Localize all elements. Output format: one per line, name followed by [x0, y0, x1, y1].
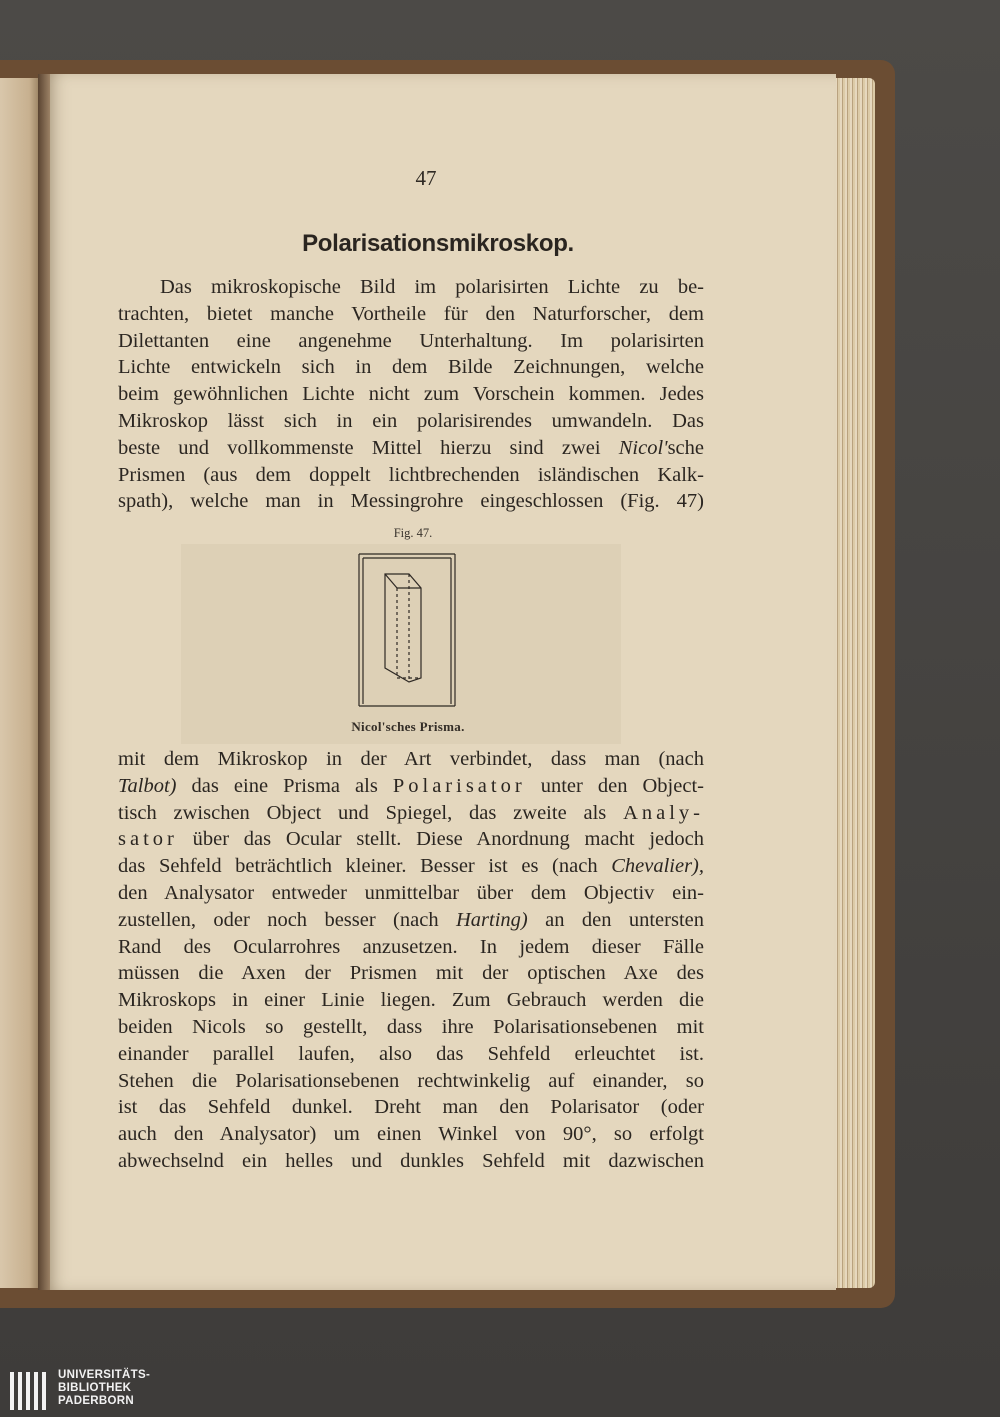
text-line — [118, 800, 704, 827]
text-line — [118, 773, 704, 800]
text-line: beim gewöhnlichen Lichte nicht zum Vorschein kommen. Jedes — [118, 383, 704, 406]
book — [0, 60, 905, 1310]
text-run: über das Ocular stellt. Diese Anordnung macht jedoch — [177, 828, 704, 851]
text-line: Lichte entwickeln sich in dem Bilde Zeichnungen, welche — [118, 356, 704, 379]
text-line: einander parallel laufen, also das Sehfeld erleuchtet ist. — [118, 1042, 704, 1065]
term-analysator: Analy- — [623, 801, 704, 824]
paragraph-1 — [118, 274, 704, 515]
figure-caption: Nicol'sches Prisma. — [351, 719, 465, 734]
text-line: beiden Nicols so gestellt, dass ihre Polarisationsebenen mit — [118, 1015, 704, 1038]
text-run: das eine Prisma als — [176, 774, 393, 797]
text-line: Mikroskops in einer Linie liegen. Zum Gebrauch werden die — [118, 989, 704, 1012]
term-analysator-end: sator — [118, 828, 178, 851]
text-run: tisch zwischen Object und Spiegel, das zweite als — [118, 801, 624, 824]
text-line: auch den Analysator) um einen Winkel von 90°, so erfolgt — [118, 1123, 704, 1146]
name-nicol: Nicol' — [618, 436, 668, 459]
text-line: müssen die Axen der Prismen mit der optischen Axe des — [118, 962, 704, 985]
text-line: Mikroskop lässt sich in ein polarisirendes umwandeln. Das — [118, 409, 704, 432]
text-line: Rand des Ocularrohres anzusetzen. In jedem dieser Fälle — [118, 935, 704, 958]
text-line: Dilettanten eine angenehme Unterhaltung. Im polarisirten — [118, 329, 704, 352]
text-line: Stehen die Polarisationsebenen rechtwinkelig auf einander, so — [118, 1069, 704, 1092]
text-line: ist das Sehfeld dunkel. Dreht man den Polarisator (oder — [118, 1096, 704, 1119]
logo-line: BIBLIOTHEK — [58, 1382, 132, 1394]
text-run: beste und vollkommenste Mittel hierzu sind zwei — [118, 436, 619, 459]
text-line: den Analysator entweder unmittelbar über dem Objectiv ein- — [118, 881, 704, 904]
text-line: mit dem Mikroskop in der Art verbindet, dass man (nach — [118, 748, 704, 770]
text-run: das Sehfeld beträchtlich kleiner. Besser ist es (nach — [118, 855, 612, 878]
paragraph-2 — [118, 746, 704, 1175]
library-logo-mark-icon — [8, 1370, 52, 1414]
right-page — [46, 74, 836, 1290]
name-talbot: Talbot) — [118, 774, 177, 797]
text-run: sche — [667, 436, 704, 459]
text-line — [118, 853, 704, 880]
text-line: Prismen (aus dem doppelt lichtbrechenden isländischen Kalk- — [118, 463, 704, 486]
text-line: abwechselnd ein helles und dunkles Sehfeld mit dazwischen — [118, 1149, 704, 1172]
logo-line: UNIVERSITÄTS- — [58, 1369, 151, 1381]
library-logo-text — [58, 1369, 150, 1408]
text-line: trachten, bietet manche Vortheile für den Naturforscher, dem — [118, 302, 704, 325]
name-chevalier: Chevalier), — [611, 855, 704, 878]
nicol-prism-illustration — [357, 552, 457, 712]
logo-line: PADERBORN — [58, 1395, 134, 1407]
text-line: Das mikroskopische Bild im polarisirten Lichte zu be- — [160, 276, 704, 298]
text-line — [118, 826, 704, 853]
text-line: spath), welche man in Messingrohre eingeschlossen (Fig. 47) — [118, 490, 704, 513]
text-run: zustellen, oder noch besser (nach — [118, 908, 456, 931]
term-polarisator: Polarisator — [392, 774, 526, 797]
book-gutter — [38, 74, 50, 1290]
text-run: unter den Object- — [525, 774, 704, 797]
name-harting: Harting) — [455, 908, 528, 931]
text-line — [118, 907, 704, 934]
library-logo — [0, 1366, 240, 1417]
page-title: Polarisationsmikroskop. — [302, 230, 574, 257]
text-run: an den untersten — [527, 908, 705, 931]
figure-label: Fig. 47. — [393, 526, 433, 540]
text-line — [118, 435, 704, 462]
left-page-edge — [0, 78, 42, 1288]
page-number: 47 — [415, 166, 437, 190]
